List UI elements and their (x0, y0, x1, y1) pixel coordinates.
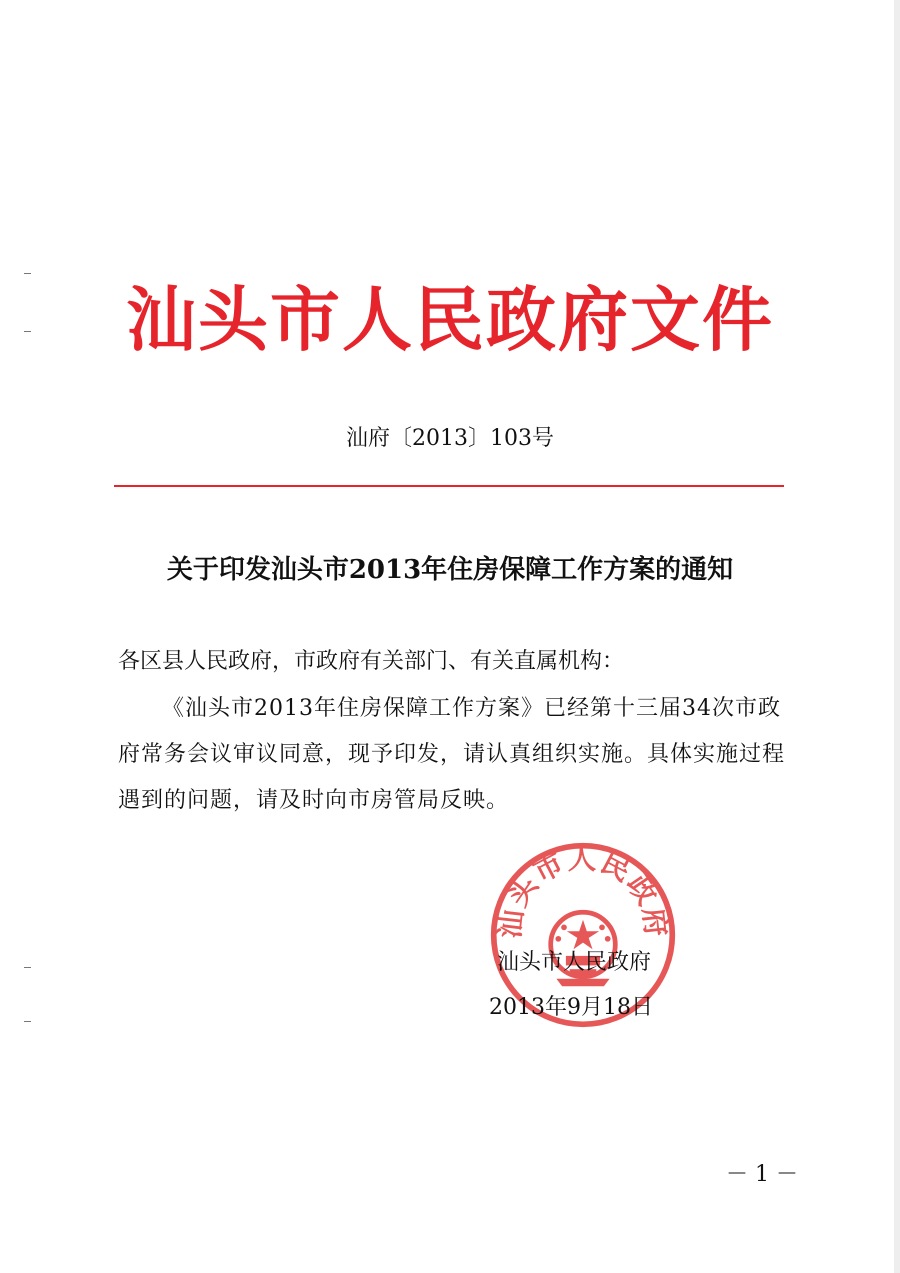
margin-mark (24, 1021, 31, 1022)
margin-mark (24, 273, 31, 274)
header-red-rule (114, 485, 784, 487)
body-paragraph: 《汕头市2013年住房保障工作方案》已经第十三届34次市政府常务会议审议同意，现予印发，请认真组织实施。具体实施过程遇到的问题，请及时向市房管局反映。 (118, 696, 786, 813)
scan-edge (894, 0, 900, 1273)
body-paragraph-block (118, 686, 798, 824)
issuer-signature: 汕头市人民政府 (497, 950, 652, 975)
document-title: 关于印发汕头市2013年住房保障工作方案的通知 (166, 555, 734, 585)
seal-text: 汕头市人民政府 (493, 842, 673, 941)
margin-mark (24, 967, 31, 968)
page-number: － 1 － (726, 1162, 798, 1187)
document-number: 汕府〔2013〕103号 (346, 426, 554, 451)
addressee-line: 各区县人民政府，市政府有关部门、有关直属机构： (118, 649, 625, 674)
document-header-title: 汕头市人民政府文件 (126, 278, 774, 361)
issue-date: 2013年9月18日 (489, 995, 653, 1020)
